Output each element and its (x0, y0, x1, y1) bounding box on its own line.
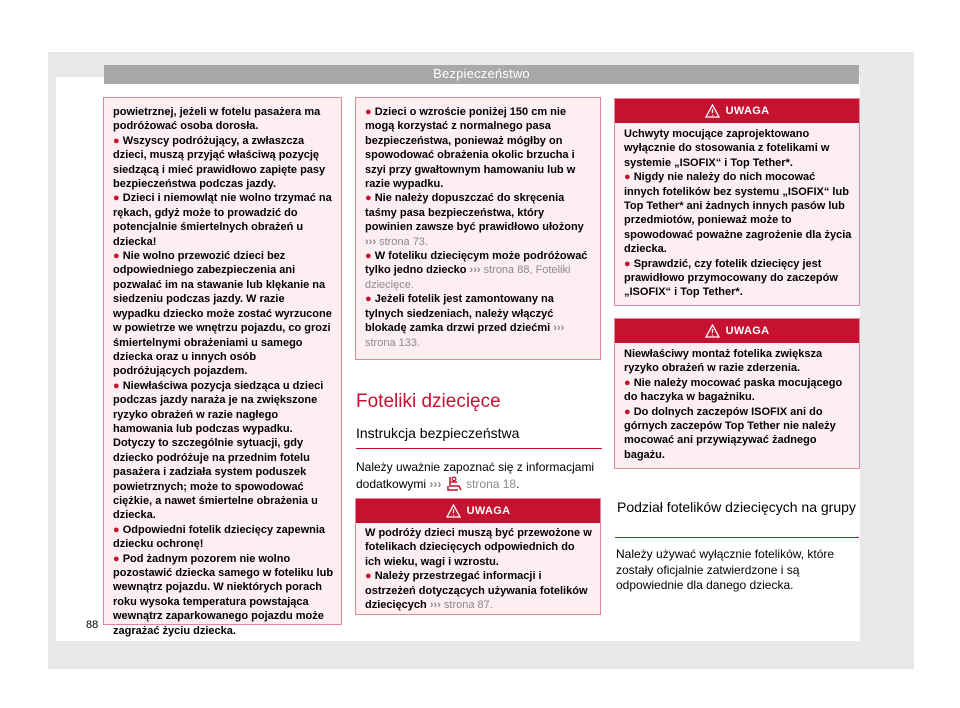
warning-intro: Uchwyty mocujące zaprojektowano wyłącznie do stosowania z fotelikami w systemie „ISOFIX“ i Top Tether*. (624, 128, 830, 169)
warning-header: UWAGA (356, 499, 600, 523)
page-link[interactable]: strona 133. (365, 336, 421, 349)
warning-item: powietrznej, jeżeli w fotelu pasażera ma podróżować osoba dorosła. (113, 106, 321, 133)
warning-box-3 (614, 98, 860, 306)
warning-item: ● Odpowiedni fotelik dziecięcy zapewnia dziecku ochronę! (113, 523, 326, 551)
warning-item: ● Nie należy dopuszczać do skręcenia taśmy pasa bezpieczeństwa, który powinien zawsze być prawidłowo ułożony ››› strona 73. (365, 192, 584, 248)
child-seat-icon (445, 476, 463, 491)
warning-box-1 (103, 97, 342, 637)
page-link[interactable]: strona 73. (379, 235, 428, 248)
warning-triangle-icon (446, 504, 461, 518)
section-title: Foteliki dziecięce (356, 391, 501, 412)
warning-item: ● Do dolnych zaczepów ISOFIX ani do górnych zaczepów Top Tether nie należy mocować ani przywiązywać żadnego bagażu. (624, 405, 836, 461)
page-link[interactable]: strona 18 (466, 476, 517, 491)
warning-item: ● Należy przestrzegać informacji i ostrzeżeń dotyczących używania fotelików dziecięcych ››› strona 87. (365, 570, 588, 612)
warning-intro: Niewłaściwy montaż fotelika zwiększa ryzyko obrażeń w razie zderzenia. (624, 348, 823, 375)
page-link[interactable]: strona 88, (483, 264, 533, 277)
page-link[interactable]: strona 87. (443, 599, 493, 612)
warning-item: ● Nie należy mocować paska mocującego do haczyka w bagażniku. (624, 376, 843, 404)
warning-item: ● Dzieci i niemowląt nie wolno trzymać na rękach, gdyż może to prowadzić do potencjalnie śmiertelnych obrażeń u dziecka! (113, 192, 332, 248)
warning-box-4 (614, 318, 860, 469)
heading-rule (615, 537, 859, 538)
section-subtitle: Instrukcja bezpieczeństwa (356, 425, 520, 441)
warning-item: ● Niewłaściwa pozycja siedząca u dzieci podczas jazdy naraża je na zwiększone ryzyko obrażeń w razie nagłego hamowania lub podczas wypadku. Dotyczy to szczególnie sytuacji, gdy dziecko podróżuje na przednim fotelu pasażera i zadziała system poduszek powietrznych; może to spowodować ciężkie, a nawet śmiertelne obrażenia u dziecka. (113, 379, 324, 522)
body-paragraph: Należy używać wyłącznie fotelików, które zostały oficjalnie zatwierdzone i są odpowiednie dla danego dziecka. (616, 547, 835, 593)
warning-item: ● Nigdy nie należy do nich mocować innych fotelików bez systemu „ISOFIX“ lub Top Tether* ani żadnych innych pasów lub przedmiotów, ponieważ może to spowodować poważne zagrożenie dla życia dziecka. (624, 171, 852, 256)
subtitle-rule (356, 448, 602, 449)
warning-header: UWAGA (615, 99, 859, 123)
warning-intro: W podróży dzieci muszą być przewożone w fotelikach dziecięcych odpowiednich do ich wieku, wagi i wzrostu. (365, 527, 592, 568)
header-bar (104, 65, 859, 84)
warning-item: ● Wszyscy podróżujący, a zwłaszcza dzieci, muszą przyjąć właściwą pozycję siedzącą i mieć prawidłowo zapięte pasy bezpieczeństwa podczas jazdy. (113, 134, 326, 191)
warning-header: UWAGA (615, 319, 859, 343)
warning-item: ● Jeżeli fotelik jest zamontowany na tylnych siedzeniach, należy włączyć blokadę zamka drzwi przed dziećmi ››› strona 133. (365, 293, 565, 349)
warning-item: ● W foteliku dziecięcym może podróżować tylko jedno dziecko ››› strona 88, Foteliki dziecięce. (365, 250, 588, 291)
warning-triangle-icon (705, 104, 720, 118)
page-link[interactable]: Foteliki dziecięce (365, 264, 571, 291)
page-header-title: Bezpieczeństwo (433, 66, 530, 81)
intro-paragraph: Należy uważnie zapoznać się z informacjami dodatkowymi ››› strona 18. (356, 460, 595, 491)
warning-item: ● Dzieci o wzroście poniżej 150 cm nie mogą korzystać z normalnego pasa bezpieczeństwa, ponieważ mógłby on spowodować obrażenia okolic brzucha i szyi przy gwałtownym hamowaniu lub w razie wypadku. (365, 106, 576, 191)
warning-item: ● Pod żadnym pozorem nie wolno pozostawić dziecka samego w foteliku lub wewnątrz pojazdu. W niektórych porach roku wysoka temperatura powstająca wewnątrz zaparkowanego pojazdu może zagrażać życiu dziecka. (113, 552, 334, 637)
warning-item: ● Nie wolno przewozić dzieci bez odpowiedniego zabezpieczenia ani pozwalać im na stawanie lub klękanie na siedzeniu podczas jazdy. W razie wypadku dziecko może zostać wyrzucone w powietrze we wnętrzu pojazdu, co grozi śmiertelnymi obrażeniami u samego dziecka oraz u innych osób podróżujących pojazdem. (113, 250, 332, 378)
warning-triangle-icon (705, 324, 720, 338)
warning-item: ● Sprawdzić, czy fotelik dziecięcy jest prawidłowo przymocowany do zaczepów „ISOFIX“ i Top Tether*. (624, 257, 838, 299)
warning-box-1-continued (355, 97, 601, 360)
warning-box-2 (355, 498, 601, 615)
section-heading: Podział fotelików dziecięcych na grupy (617, 499, 856, 515)
page-number: 88 (86, 619, 99, 631)
